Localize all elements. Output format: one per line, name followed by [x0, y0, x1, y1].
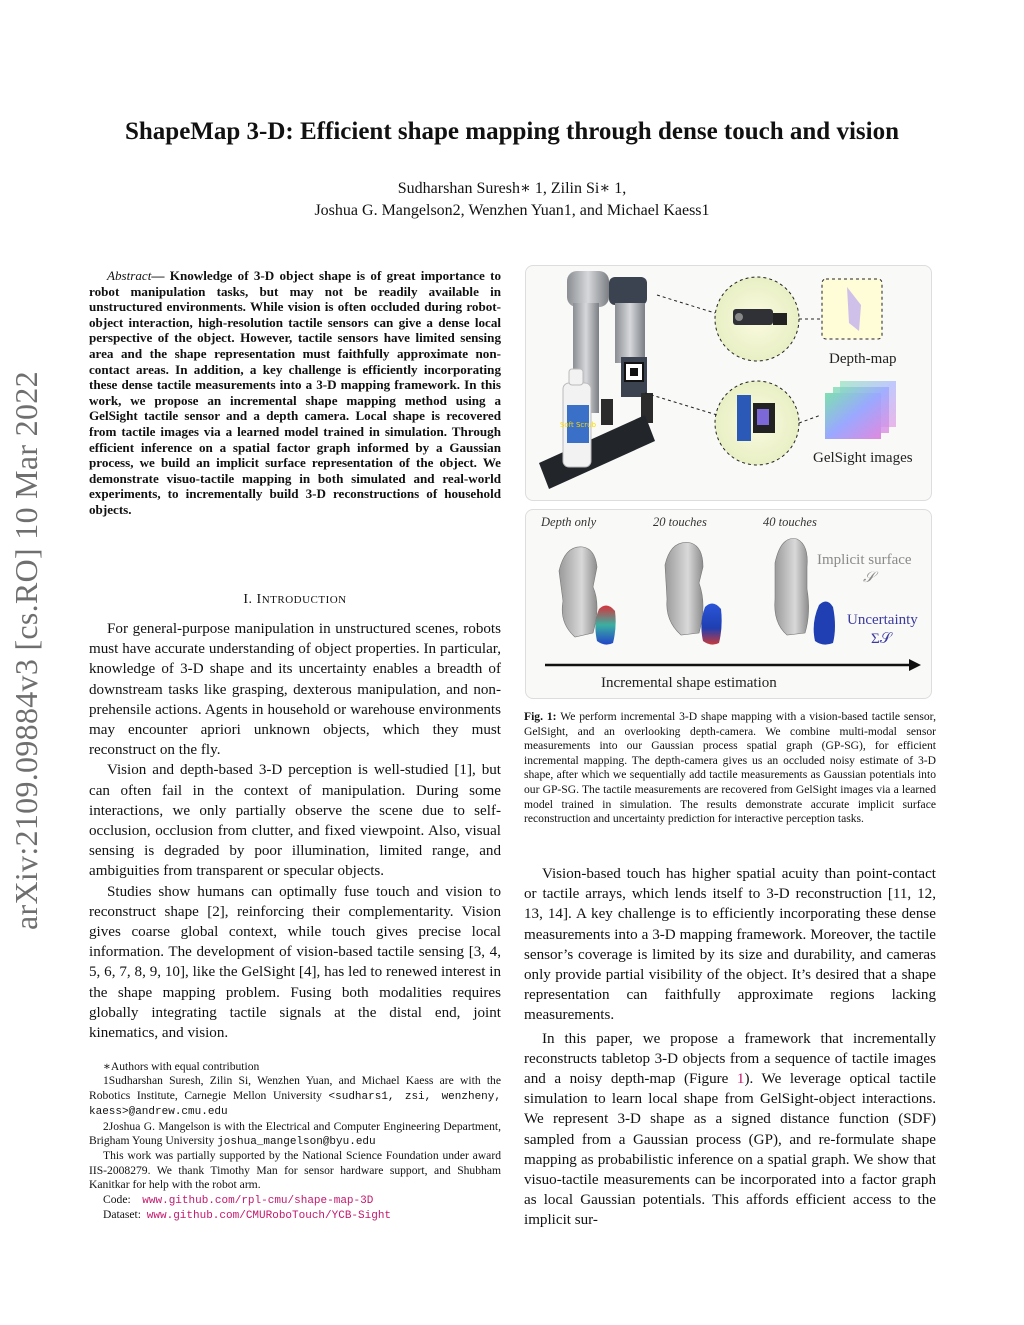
- intro-paragraph: Vision and depth-based 3-D perception is well-studied [1], but can often fail in the context of manipulation. During some interactions, we only partially observe the scene due to self-occlusion, occlusion from clutter, and fixed viewpoint. Also, visual sensing is degraded by poor illumination, limited range, and ambiguities from transparent or specular objects.: [89, 762, 501, 880]
- footnote-support: This work was partially supported by the National Science Foundation under award IIS-2008279. We thank Timothy Man for sensor hardware support, and Shubham Kanitkar for help with the robot arm.: [89, 1149, 501, 1192]
- author-line-2: Joshua G. Mangelson2, Wenzhen Yuan1, and Michael Kaess1: [314, 202, 710, 219]
- section-rest: NTRODUCTION: [261, 594, 347, 606]
- caption-label: Fig. 1:: [524, 710, 557, 723]
- footnote-dataset: Dataset: www.github.com/CMURoboTouch/YCB-Sight: [103, 1208, 392, 1223]
- table-base: [539, 415, 655, 489]
- introduction-body: [89, 619, 501, 1043]
- intro-paragraph: For general-purpose manipulation in unstructured scenes, robots must have accurate understanding of object properties. In particular, knowledge of 3-D shape and its uncertainty enables a breadth of downstream tasks like grasping, dexterous manipulation, and non-prehensile actions. Agents in household or warehouse environments may encounter apriori unknown objects, which they must reconstruct on the fly.: [89, 621, 501, 759]
- code-link[interactable]: www.github.com/rpl-cmu/shape-map-3D: [142, 1194, 374, 1207]
- depth-map-label: Depth-map: [829, 351, 897, 367]
- abstract: [89, 268, 501, 518]
- email-cmu: <sudhars1, zsi, wenzheny, kaess>@andrew.cmu.edu: [89, 1090, 501, 1119]
- abstract-dash: —: [151, 268, 170, 283]
- caption-text: We perform incremental 3-D shape mapping with a vision-based tactile sensor, GelSight, and an overlooking depth-camera. We combine multi-modal sensor measurements into our Gaussian process spatial graph (GP-SG), for efficient incremental mapping. The depth-camera gives us an occluded noisy estimate of 3-D shape, after which we sequentially add tactile measurements as Gaussian potentials into our GP-SG. The tactile measurements are recovered from GelSight images via a learned model trained in simulation. The results demonstrate accurate implicit surface reconstruction and uncertainty prediction for interactive perception tasks.: [524, 710, 936, 826]
- footnotes: [89, 1060, 501, 1223]
- implicit-surface-symbol: 𝒮: [863, 570, 875, 586]
- dataset-link[interactable]: www.github.com/CMURoboTouch/YCB-Sight: [146, 1210, 392, 1223]
- footnote-affiliation-1: 1Sudharshan Suresh, Zilin Si, Wenzhen Yuan, and Michael Kaess are with the Robotics Institute, Carnegie Mellon University <sudhars1, zsi, wenzheny, kaess>@andrew.cmu.edu: [89, 1074, 501, 1119]
- uncertainty-40-touches: [814, 601, 835, 644]
- label-40-touches: 40 touches: [763, 515, 817, 529]
- uncertainty-symbol: Σ𝒮: [871, 631, 892, 647]
- uncertainty-depth-only: [595, 605, 615, 644]
- shape-depth-only: [559, 547, 597, 637]
- footnote-code: Code: www.github.com/rpl-cmu/shape-map-3D: [103, 1192, 374, 1207]
- implicit-surface-label: Implicit surface: [817, 552, 912, 568]
- shape-40-touches: [775, 539, 809, 636]
- author-line-1: Sudharshan Suresh∗ 1, Zilin Si∗ 1,: [397, 180, 627, 197]
- email-byu: joshua_mangelson@byu.edu: [217, 1136, 376, 1149]
- section-initial: I: [256, 592, 262, 607]
- body-paragraph: In this paper, we propose a framework that incrementally reconstructs tabletop 3-D objects from a sequence of tactile images and a noisy depth-map (Figure 1). We leverage optical tactile simulation to learn local shape from GelSight-object interactions. We represent 3-D shape as a signed distance function (SDF) sampled from a Gaussian process (GP), and re-formulate shape mapping as probabilistic inference on a spatial graph. We show that visuo-tactile measurements can be incorporated into a factor graph as local Gaussian potentials. This affords efficient access to the implicit sur-: [524, 1030, 936, 1229]
- uncertainty-label: Uncertainty: [847, 612, 918, 628]
- section-number: I.: [243, 592, 253, 607]
- incremental-estimation-label: Incremental shape estimation: [601, 675, 777, 691]
- figure-1-caption: [524, 710, 936, 827]
- body-paragraph: Vision-based touch has higher spatial acuity than point-contact or tactile arrays, which lends itself to 3-D reconstruction [11, 12, 13, 14]. A key challenge is to efficiently incorporating these dense measurements into a 3-D mapping framework. Moreover, the tactile sensor’s coverage is limited by its size and durability, and cameras only provide partial visibility of the object. It’s desired that a shape representation can faithfully approximate regions lacking measurements.: [524, 866, 936, 1024]
- label-20-touches: 20 touches: [653, 515, 707, 529]
- robot-arm-shoulder: [567, 271, 609, 307]
- paper-title: ShapeMap 3-D: Efficient shape mapping through dense touch and vision: [125, 118, 899, 145]
- right-column-body: [524, 864, 936, 1231]
- gelsight-images-label: GelSight images: [813, 450, 913, 466]
- arxiv-stamp: arXiv:2109.09884v3 [cs.RO] 10 Mar 2022: [8, 371, 44, 930]
- author-list: [60, 178, 964, 222]
- abstract-label: Abstract: [107, 268, 152, 283]
- shape-estimation-illustration: [525, 509, 932, 697]
- figure-1: [525, 265, 932, 699]
- progress-arrow-head: [909, 659, 921, 671]
- uncertainty-20-touches: [701, 603, 721, 644]
- intro-paragraph: Studies show humans can optimally fuse touch and vision to reconstruct shape [2], reinforcing their complementarity. Vision gives coarse global context, while touch gives precise local information. The development of vision-based tactile sensing [3, 4, 5, 6, 7, 8, 9, 10], like the GelSight [4], has led to renewed interest in the shape mapping problem. Fusing both modalities requires globally integrating tactile signals at the distal end, joint kinematics, and vision.: [89, 883, 501, 1042]
- bottle-brand: Soft Scrub: [559, 421, 597, 429]
- abstract-text: Knowledge of 3-D object shape is of great importance to robot manipulation tasks, but may not be readily available in unstructured environments. While vision is often occluded during robot-object interaction, high-resolution tactile sensors can give a dense local perspective of the object. However, tactile sensors have limited sensing area and the shape representation must faithfully approximate non-contact areas. In addition, a key challenge is efficiently incorporating these dense tactile measurements into a 3-D mapping framework. In this work, we propose an incremental shape mapping method using a GelSight tactile sensor and a depth camera. Local shape is recovered from tactile images via a learned model trained in simulation. Through efficient inference on a spatial factor graph informed by a Gaussian process, we build an implicit surface representation of the object. We demonstrate visuo-tactile mapping in both simulated and real-world experiments, to incrementally build 3-D reconstructions of household objects.: [89, 268, 501, 517]
- shape-20-touches: [665, 542, 703, 635]
- footnote-equal: ∗Authors with equal contribution: [103, 1060, 260, 1073]
- gelsight-image-1: [825, 393, 881, 439]
- label-depth-only: Depth only: [541, 515, 597, 529]
- section-heading: [89, 592, 501, 608]
- figure-reference-link[interactable]: 1: [736, 1071, 745, 1088]
- footnote-affiliation-2: 2Joshua G. Mangelson is with the Electrical and Computer Engineering Department, Brigham Young University joshua_mangelson@byu.edu: [89, 1119, 501, 1149]
